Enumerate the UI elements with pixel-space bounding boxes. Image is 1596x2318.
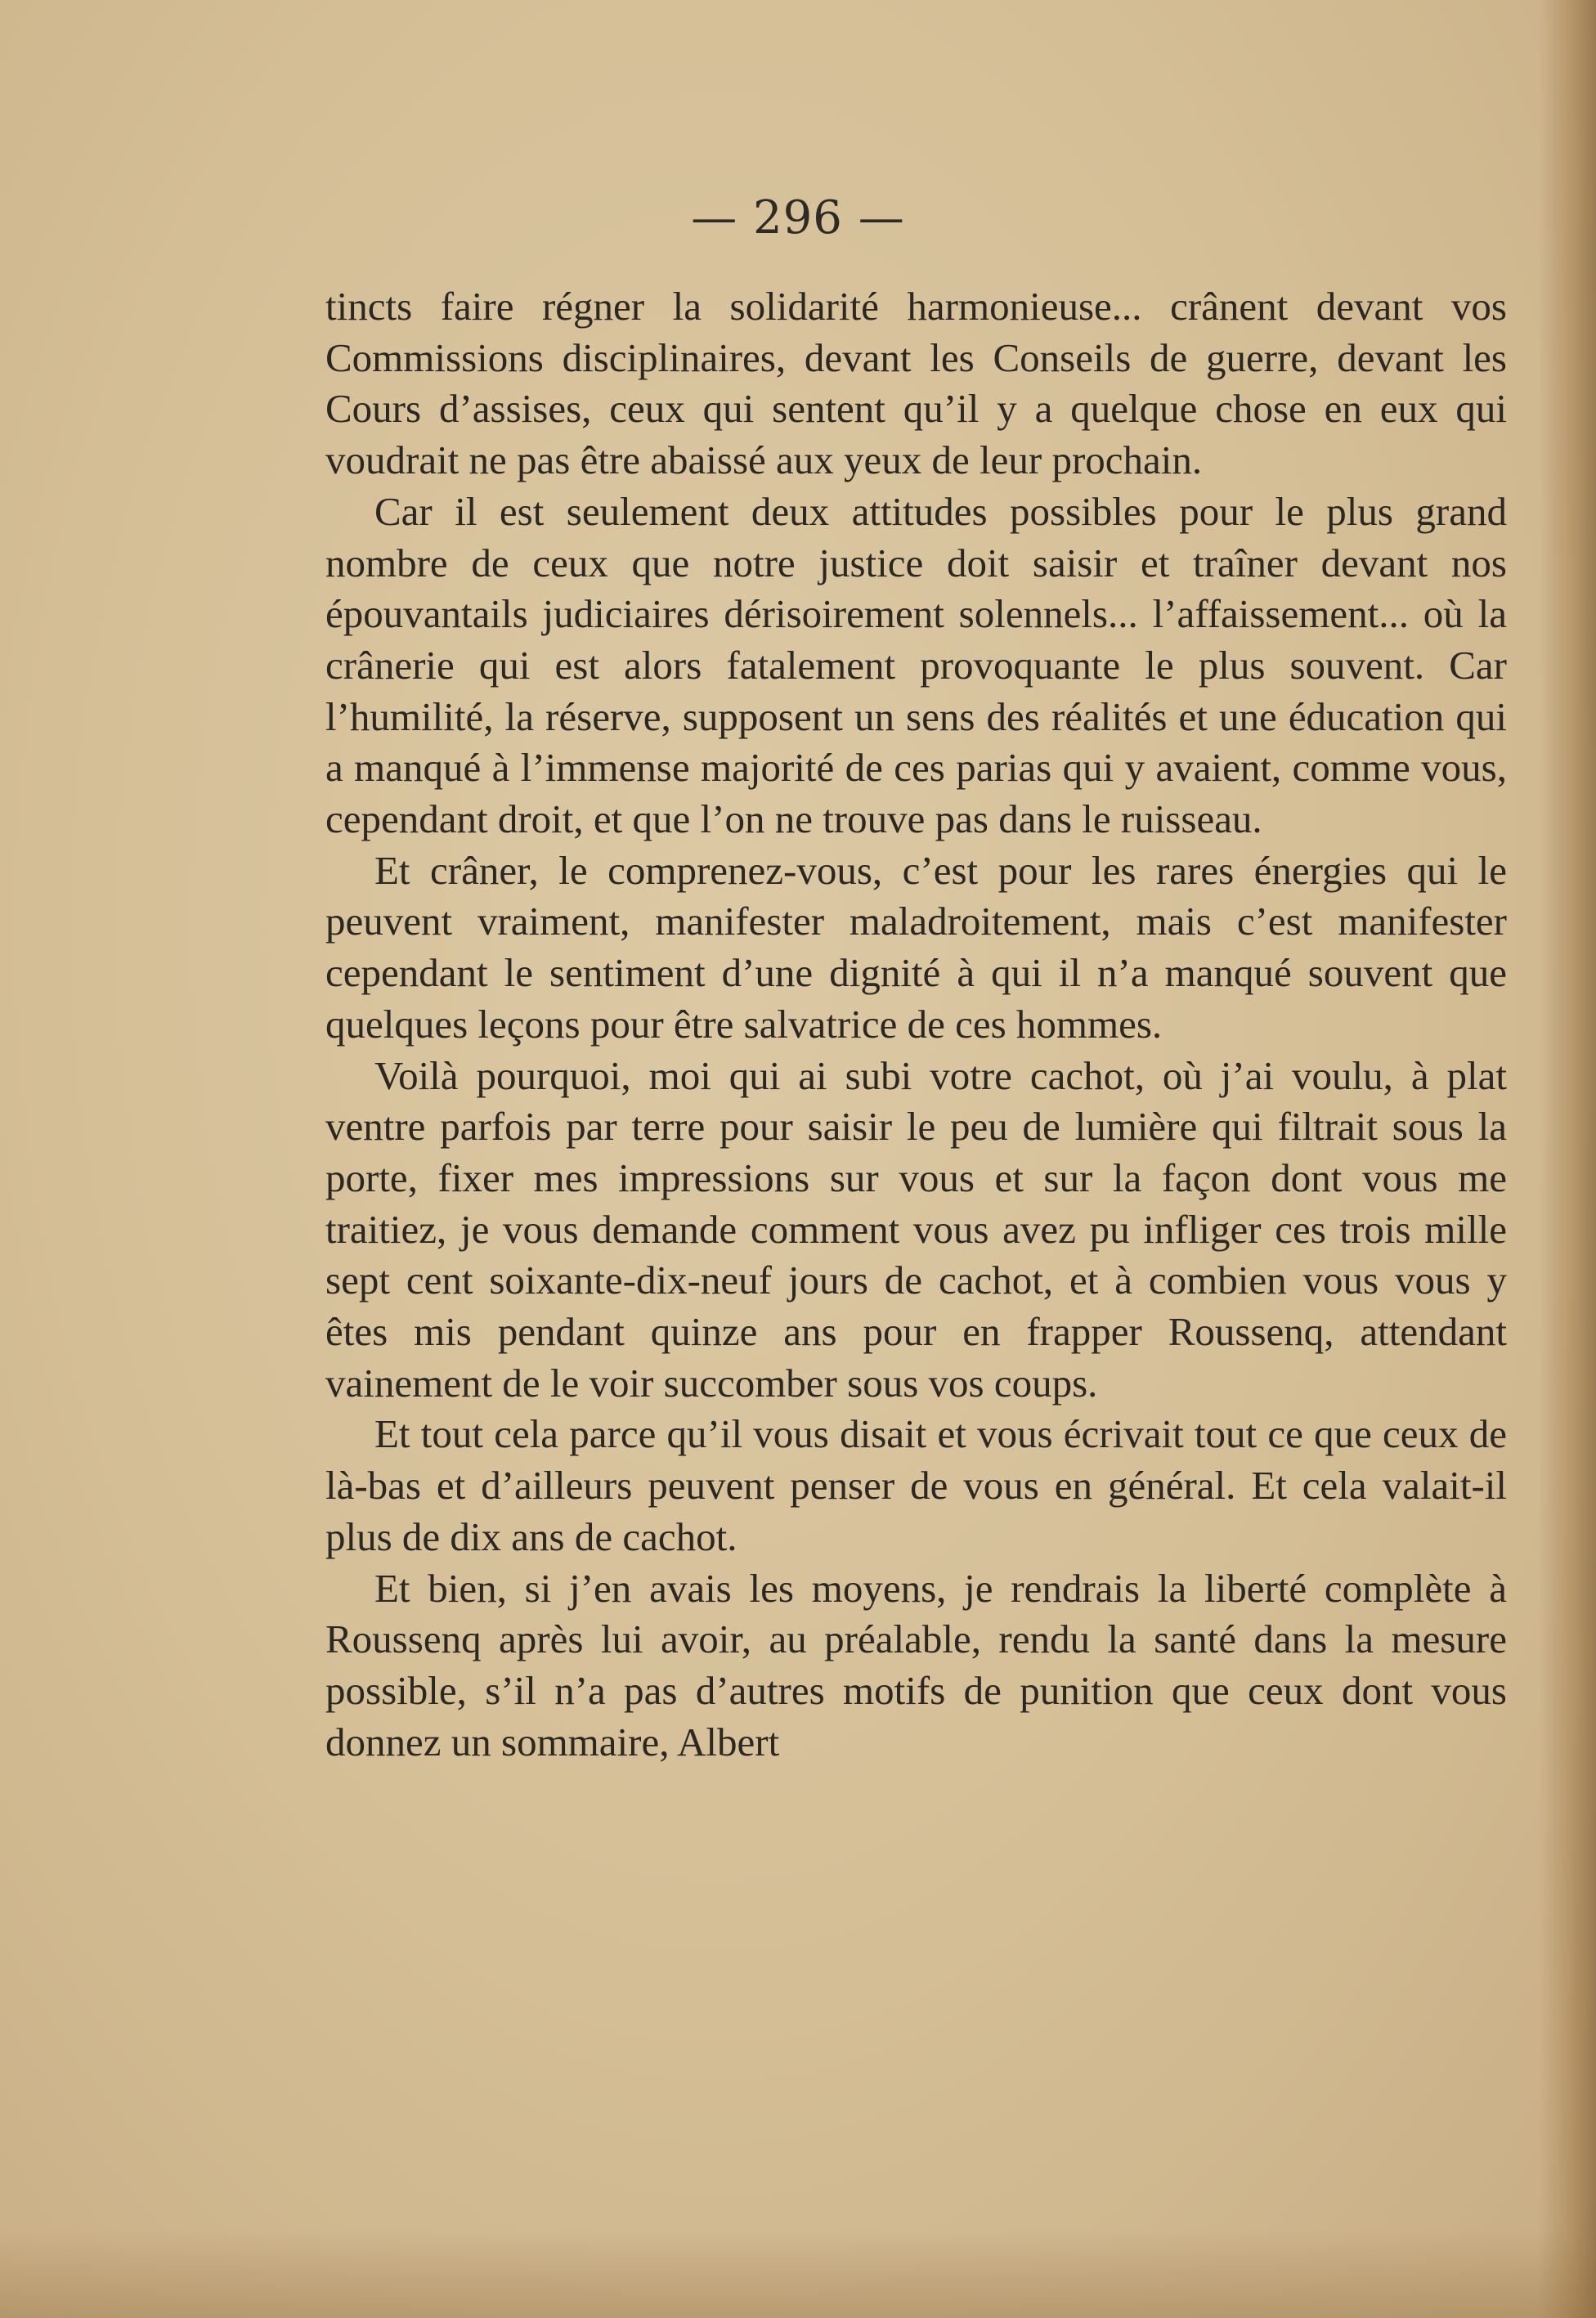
page-bottom-shadow [0,2228,1596,2318]
paragraph: Voilà pourquoi, moi qui ai subi votre cachot, où j’ai voulu, à plat ventre parfois par terre pour saisir le peu de lumière qui filtrait sous la porte, fixer mes impressions sur vous et sur la façon dont vous me traitiez, je vous demande comment vous avez pu infliger ces trois mille sept cent soixante-dix-neuf jours de cachot, et à combien vous vous y êtes mis pendant quinze ans pour en frapper Roussenq, attendant vainement de le voir succomber sous vos coups. [325,1052,1507,1406]
paragraph: Et bien, si j’en avais les moyens, je rendrais la liberté complète à Roussenq après lui avoir, au préalable, rendu la santé dans la mesure possible, s’il n’a pas d’autres motifs de punition que ceux dont vous donnez un sommaire, Albert [325,1565,1507,1764]
page-number: — 296 — [691,191,905,244]
paragraph: Car il est seulement deux attitudes possibles pour le plus grand nombre de ceux que notre justice doit saisir et traîner devant nos épouvantails judiciaires dérisoirement solennels... l’affaissement... où la crânerie qui est alors fatalement provoquante le plus souvent. Car l’humilité, la réserve, supposent un sens des réalités et une éducation qui a manqué à l’immense majorité de ces parias qui y avaient, comme vous, cependant droit, et que l’on ne trouve pas dans le ruisseau. [325,488,1507,842]
paragraph: Et tout cela parce qu’il vous disait et vous écrivait tout ce que ceux de là-bas et d’ailleurs peuvent penser de vous en général. Et cela valait-il plus de dix ans de cachot. [325,1411,1507,1559]
paragraph: tincts faire régner la solidarité harmonieuse... crânent devant vos Commissions disciplinaires, devant les Conseils de guerre, devant les Cours d’assises, ceux qui sentent qu’il y a quelque chose en eux qui voudrait ne pas être abaissé aux yeux de leur prochain. [325,284,1507,483]
body-text [325,281,1507,1768]
page-edge-shadow [1539,0,1596,2318]
paragraph: Et crâner, le comprenez-vous, c’est pour les rares énergies qui le peuvent vraiment, manifester maladroitement, mais c’est manifester cependant le sentiment d’une dignité à qui il n’a manqué souvent que quelques leçons pour être salvatrice de ces hommes. [325,847,1507,1047]
